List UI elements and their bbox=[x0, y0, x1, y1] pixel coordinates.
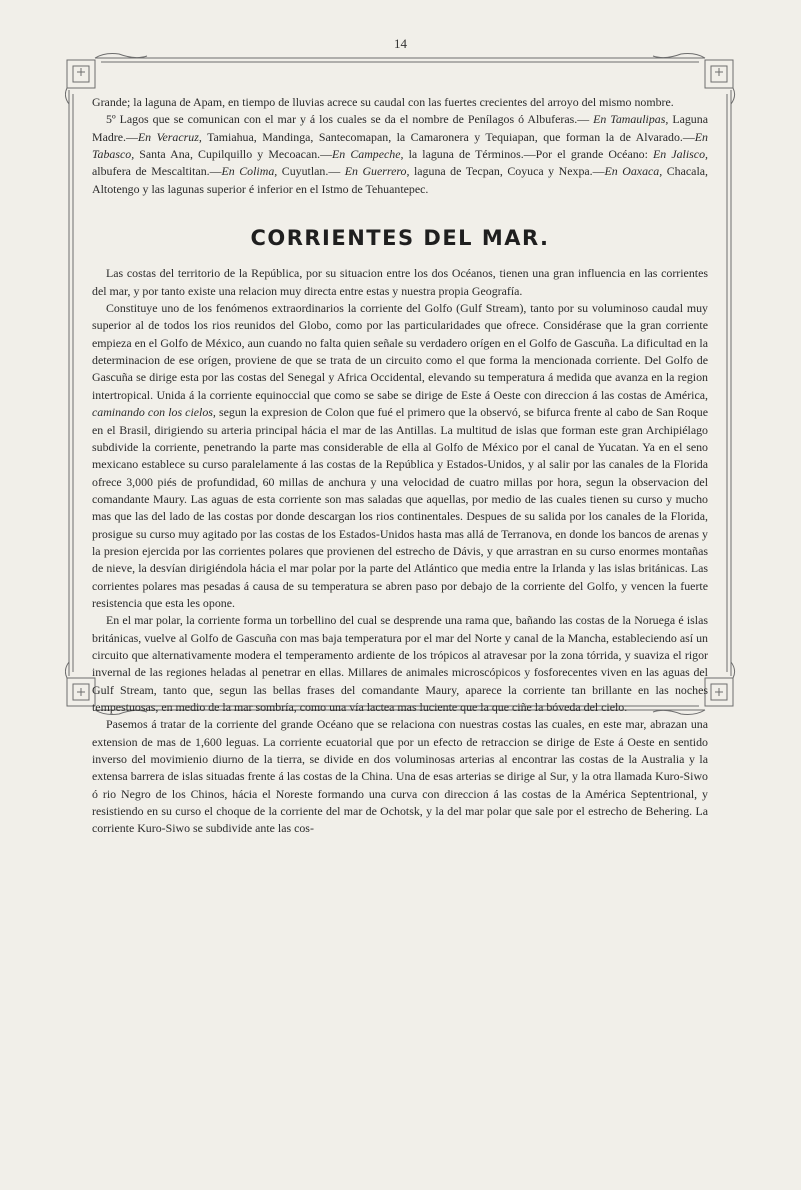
section-paragraph-4: Pasemos á tratar de la corriente del grande Océano que se relaciona con nuestras costas las cuales, en este mar, abrazan una extension de mas de 1,600 leguas. La corriente ecuatorial que por un efecto de retraccion se dirige de Este á Oeste en sentido inverso del movimienio diurno de la tierra, se divide en dos voluminosas arterias al encontrar las costas de la Australia y la extensa barrera de islas situadas frente á las costas de la China. Una de esas arterias se dirige al Sur, y la otra llamada Kuro-Siwo ó rio Negro de los Chinos, hácia el Noreste formando una curva con direccion á las costas de la América Septentrional, y resistiendo en su curso el choque de la corriente del mar de Ochotsk, y la del mar polar que sale por el estrecho de Behering. La corriente Kuro-Siwo se subdivide ante las cos- bbox=[92, 717, 708, 836]
penilagos-lead: 5º Lagos que se comunican con el mar y á los cuales se da el nombre de Penílagos ó Albuferas.— bbox=[106, 112, 590, 127]
region-guerrero: En Guerrero, bbox=[344, 164, 410, 179]
penilagos-text-1: Laguna Madre.— bbox=[92, 112, 708, 144]
penilagos-text-8: Chacala, Altotengo y las lagunas superior é inferior en el Istmo de Tehuantepec. bbox=[92, 164, 708, 196]
section-paragraph-3: En el mar polar, la corriente forma un torbellino del cual se desprende una rama que, bañando las costas de la Noruega é islas británicas, vuelve al Golfo de Gascuña con mas baja temperatura por el mar del Norte y canal de la Mancha, estableciendo así un circuito que alternativamente modera el temperamento ardiente de los trópicos al atravesar por la zona tórrida, y suaviza el rigor invernal de las regiones heladas al penetrar en ellas. Millares de animales microscópicos y fosforecentes viven en las aguas del Gulf Stream, tanto que, segun las bellas frases del comandante Maury, aparece la corriente tan brillante en las noches tempestuosas, en medio de la mar sombría, como una vía lactea mas luciente que la que ciñe la bóveda del cielo. bbox=[92, 613, 708, 714]
section-heading: CORRIENTES DEL MAR. bbox=[250, 226, 550, 251]
penilagos-text-5: albufera de Mescaltitan.— bbox=[92, 164, 222, 179]
gulf-stream-text-b: segun la expresion de Colon que fué el primero que la observó, se bifurca frente al cabo de San Roque en el Brasil, dirigiendo su arteria principal hácia el mar de las Antillas. La multitud de islas que forman este gran Archipiélago subdivide la corriente, penetrando la parte mas considerable de ella al Golfo de México por el canal de Yucatan. Ya en el seno mexicano establece su curso paralelamente á las costas de la República y Estados-Unidos, y al salir por las canales de la Florida ofrece 3,000 piés de profundidad, 60 millas de anchura y una velocidad de cuatro millas por hora, segun la observacion del comandante Maury. Las aguas de esta corriente son mas saladas que aquellas, por medio de las cuales tienen su curso y mucho mas que las del lado de las costas por donde descargan los rios continentales. Despues de su salida por los canales de la Florida, prosigue su curso muy agitado por las costas de los Estados-Unidos hasta mas allá de Terranova, en donde los bancos de arenas y la presion ejercida por las corrientes polares que provienen del estrecho de Dávis, y que arrastran en su curso enormes montañas de nieve, la desvían dirigiéndola hácia el mar polar por la parte del Atlántico que media entre la Irlanda y las islas británicas. Las corrientes polares mas pesadas á causa de su temperatura se abren paso por debajo de la corriente del Golfo, y vencen la fuerte resistencia que esta les opone. bbox=[92, 405, 709, 610]
penilagos-text-6: Cuyutlan.— bbox=[277, 164, 345, 179]
page-body bbox=[92, 94, 708, 838]
region-jalisco: En Jalisco, bbox=[653, 147, 708, 162]
penilagos-text-4: la laguna de Términos.—Por el grande Océano: bbox=[403, 147, 654, 162]
page-number: 14 bbox=[394, 36, 407, 51]
penilagos-text-2: Tamiahua, Mandinga, Santecomapan, la Camaronera y Tequiapan, que forman la de Alvarado.— bbox=[201, 129, 695, 144]
region-campeche: En Campeche, bbox=[332, 147, 404, 162]
region-tabasco: En Tabasco, bbox=[92, 129, 708, 162]
section-paragraph-1: Las costas del territorio de la República, por su situacion entre los dos Océanos, tienen una gran influencia en las corrientes del mar, y por tanto existe una relacion muy directa entre estas y nuestra propia Geografía. bbox=[92, 266, 708, 298]
colon-quote: caminando con los cielos, bbox=[92, 405, 216, 420]
penilagos-text-7: laguna de Tecpan, Coyuca y Nexpa.— bbox=[409, 164, 605, 179]
region-oaxaca: En Oaxaca, bbox=[604, 164, 663, 179]
penilagos-text-3: Santa Ana, Cupilquillo y Mecoacan.— bbox=[134, 147, 333, 162]
region-veracruz: En Veracruz, bbox=[137, 129, 202, 144]
intro-paragraph-continuation: Grande; la laguna de Apam, en tiempo de lluvias acrece su caudal con las fuertes crecientes del arroyo del mismo nombre. bbox=[92, 95, 674, 109]
penilagos-paragraph bbox=[92, 111, 708, 198]
gulf-stream-text-a: Constituye uno de los fenómenos extraordinarios la corriente del Golfo (Gulf Stream), tanto por su voluminoso caudal muy superior al de todos los rios reunidos del Globo, como por las particularidades que ofrece. Considérase que la gran corriente empieza en el Golfo de México, aun cuando no falta quien señale su verdadero orígen en el Golfo de Gascuña. La dificultad en la determinacion de ese orígen, proviene de que se trata de un circuito como el que forma la mencionada corriente. Del Golfo de Gascuña se dirige esta por las costas del Senegal y Africa Occidental, elevando su temperatura á medida que avanza en la region intertropical. Unida á la corriente equinoccial que como se sabe se dirige de Este á Oeste con direccion á las costas de América, bbox=[92, 301, 708, 402]
section-paragraph-2 bbox=[92, 300, 708, 612]
region-colima: En Colima, bbox=[221, 164, 278, 179]
region-tamaulipas: En Tamaulipas, bbox=[593, 112, 669, 127]
